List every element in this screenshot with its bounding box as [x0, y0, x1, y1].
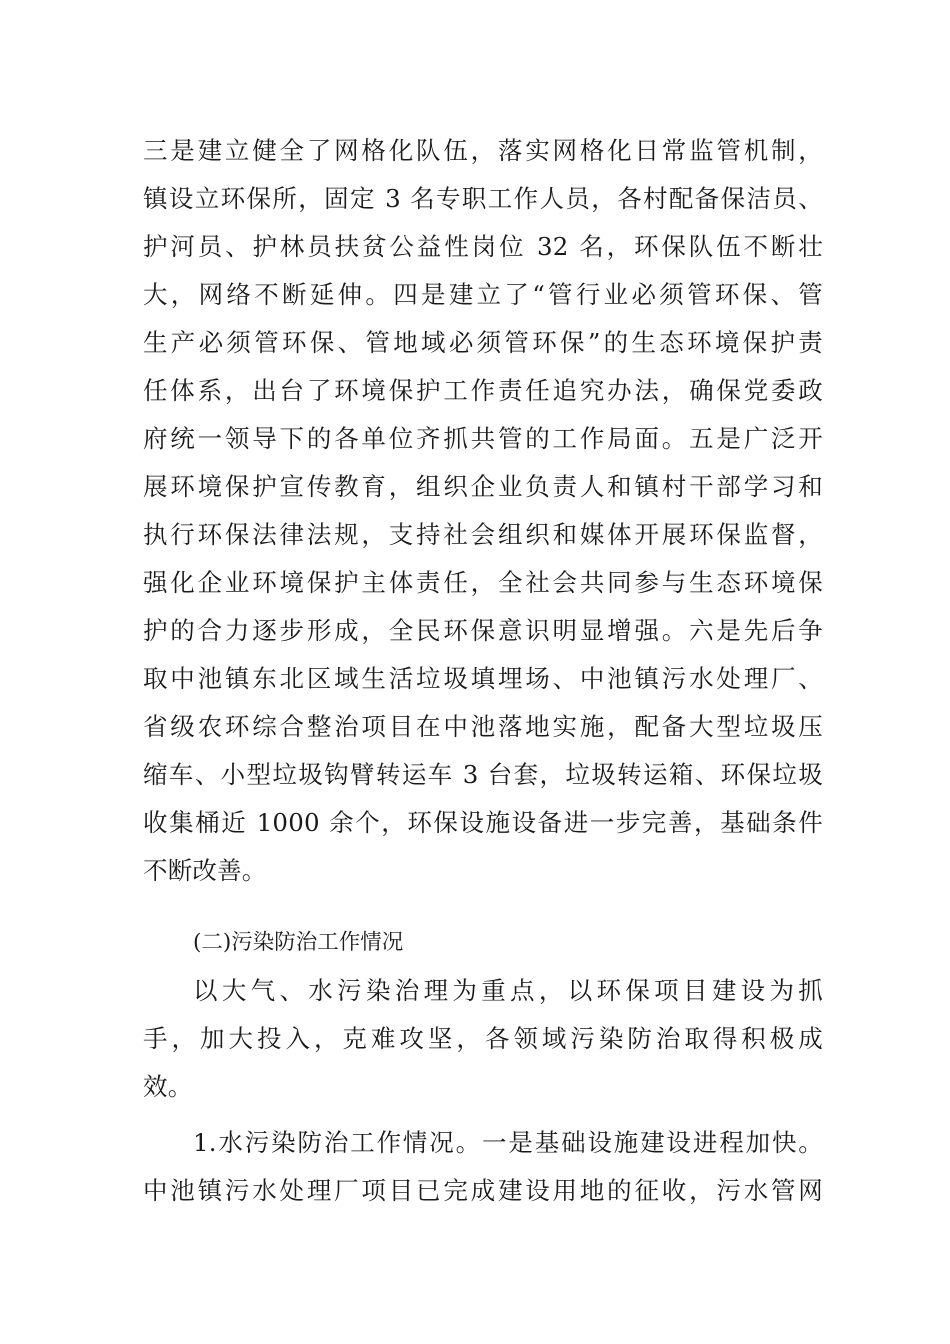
paragraph-line: 府统一领导下的各单位齐抓共管的工作局面。五是广泛开	[143, 424, 823, 453]
paragraph-line: 手，加大投入，克难攻坚，各领域污染防治取得积极成	[143, 1024, 823, 1053]
paragraph-line: 中池镇污水处理厂项目已完成建设用地的征收，污水管网	[143, 1176, 823, 1205]
paragraph-line: 取中池镇东北区域生活垃圾填埋场、中池镇污水处理厂、	[143, 664, 823, 693]
paragraph-line: 三是建立健全了网格化队伍，落实网格化日常监管机制，	[143, 136, 823, 165]
paragraph-line: 收集桶近 1000 余个，环保设施设备进一步完善，基础条件	[143, 808, 823, 837]
paragraph-line: 1.水污染防治工作情况。一是基础设施建设进程加快。	[193, 1128, 823, 1157]
paragraph-line: 生产必须管环保、管地域必须管环保”的生态环境保护责	[143, 328, 823, 357]
paragraph-line: 护的合力逐步形成，全民环保意识明显增强。六是先后争	[143, 616, 823, 645]
section-heading: (二)污染防治工作情况	[193, 930, 404, 955]
paragraph-line: 效。	[143, 1072, 193, 1101]
paragraph-line: 省级农环综合整治项目在中池落地实施，配备大型垃圾压	[143, 712, 823, 741]
paragraph-line: 护河员、护林员扶贫公益性岗位 32 名，环保队伍不断壮	[143, 232, 823, 261]
paragraph-line: 执行环保法律法规，支持社会组织和媒体开展环保监督，	[143, 520, 823, 549]
paragraph-line: 不断改善。	[143, 856, 267, 885]
paragraph-line: 展环境保护宣传教育，组织企业负责人和镇村干部学习和	[143, 472, 823, 501]
paragraph-line: 大，网络不断延伸。四是建立了“管行业必须管环保、管	[143, 280, 823, 309]
paragraph-line: 以大气、水污染治理为重点，以环保项目建设为抓	[193, 976, 823, 1005]
paragraph-line: 镇设立环保所，固定 3 名专职工作人员，各村配备保洁员、	[143, 184, 823, 213]
paragraph-line: 强化企业环境保护主体责任，全社会共同参与生态环境保	[143, 568, 823, 597]
paragraph-line: 缩车、小型垃圾钩臂转运车 3 台套，垃圾转运箱、环保垃圾	[143, 760, 823, 789]
paragraph-line: 任体系，出台了环境保护工作责任追究办法，确保党委政	[143, 376, 823, 405]
